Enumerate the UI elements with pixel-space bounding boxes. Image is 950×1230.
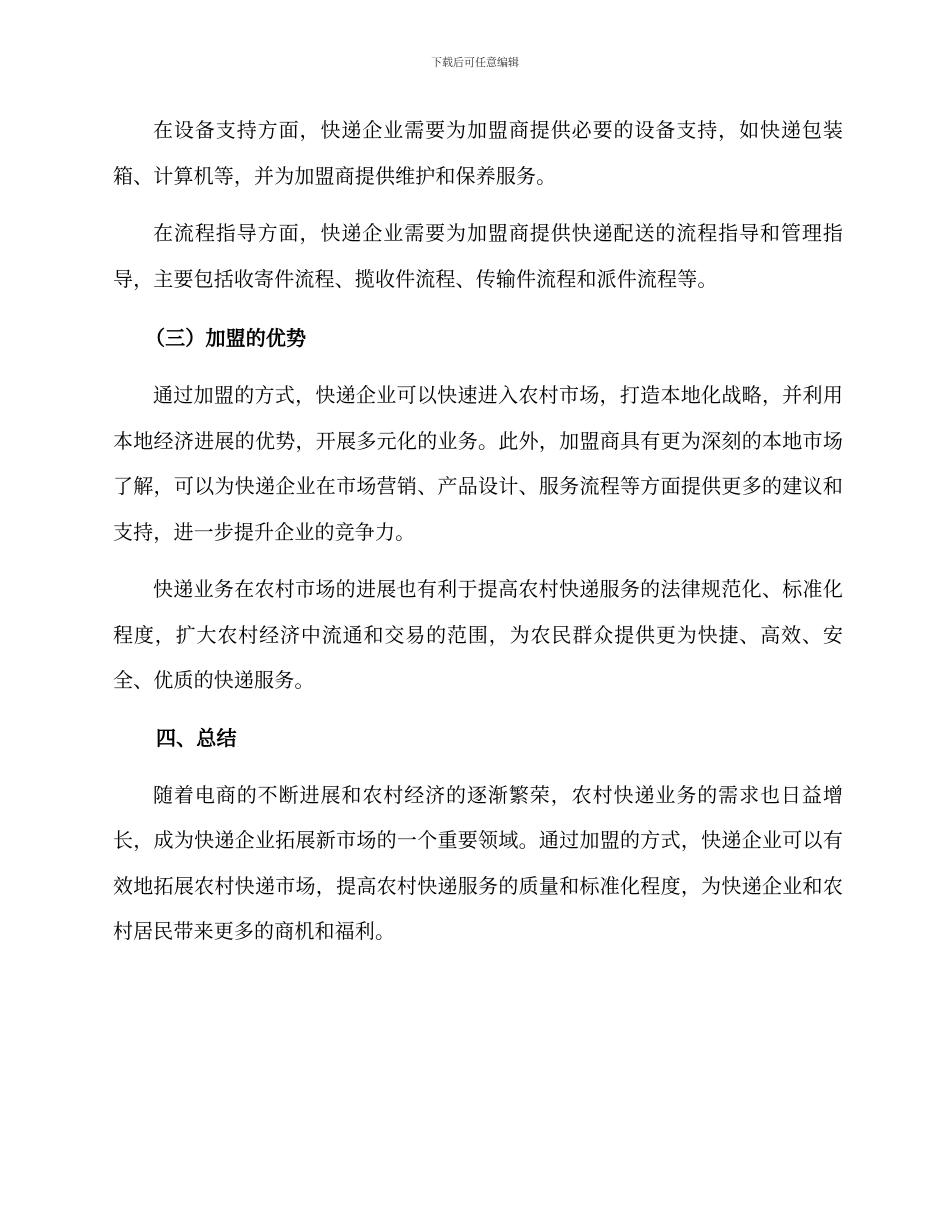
paragraph-equipment-support: 在设备支持方面，快递企业需要为加盟商提供必要的设备支持，如快递包装箱、计算机等，并为加盟商提供维护和保养服务。 [113, 118, 843, 188]
page-header: 下载后可任意编辑 [431, 56, 519, 69]
section-heading-advantages: （三）加盟的优势 [145, 326, 307, 350]
paragraph-advantage-1: 通过加盟的方式，快递企业可以快速进入农村市场，打造本地化战略，并利用本地经济进展的优势，开展多元化的业务。此外，加盟商具有更为深刻的本地市场了解，可以为快递企业在市场营销、产品设计、服务流程等方面提供更多的建议和支持，进一步提升企业的竞争力。 [113, 383, 843, 544]
document-body [113, 108, 843, 955]
paragraph-advantage-2: 快递业务在农村市场的进展也有利于提高农村快递服务的法律规范化、标准化程度，扩大农村经济中流通和交易的范围，为农民群众提供更为快捷、高效、安全、优质的快递服务。 [113, 577, 843, 692]
section-heading-summary: 四、总结 [156, 725, 237, 750]
paragraph-process-guidance: 在流程指导方面，快递企业需要为加盟商提供快递配送的流程指导和管理指导，主要包括收寄件流程、揽收件流程、传输件流程和派件流程等。 [113, 221, 843, 291]
paragraph-summary: 随着电商的不断进展和农村经济的逐渐繁荣，农村快递业务的需求也日益增长，成为快递企业拓展新市场的一个重要领域。通过加盟的方式，快递企业可以有效地拓展农村快递市场，提高农村快递服务的质量和标准化程度，为快递企业和农村居民带来更多的商机和福利。 [113, 782, 843, 943]
